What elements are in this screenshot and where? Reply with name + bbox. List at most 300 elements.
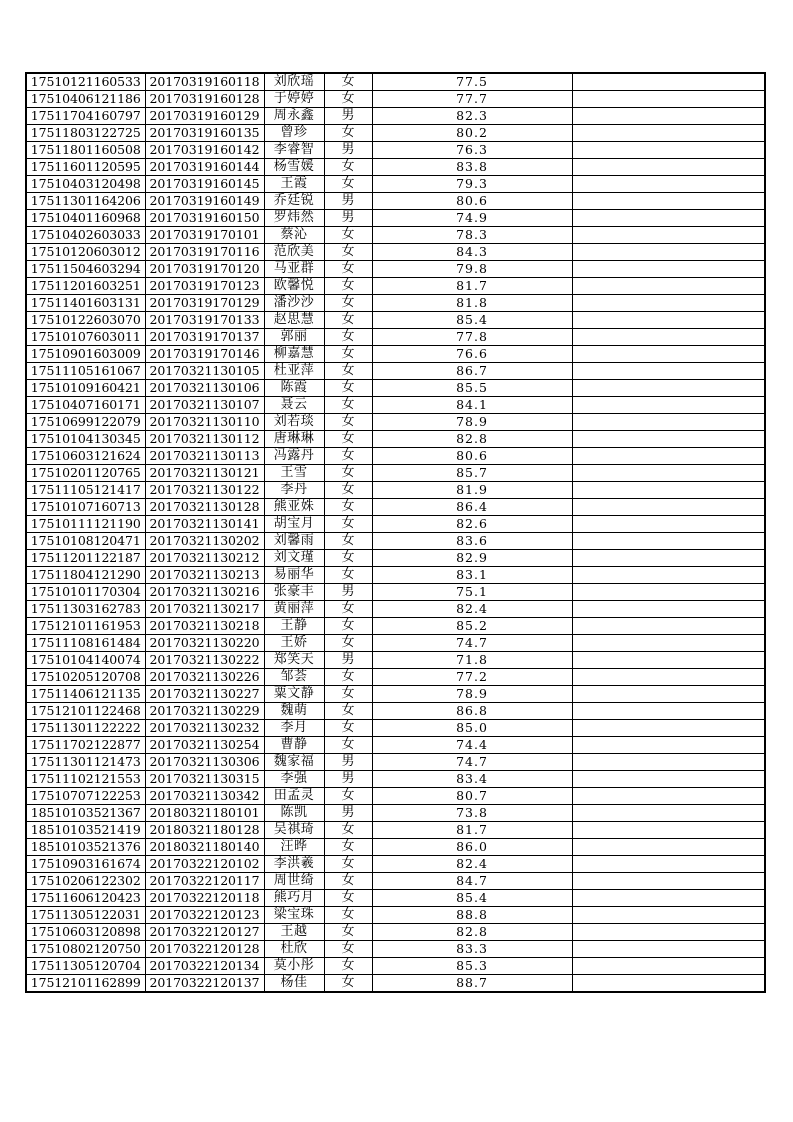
name-cell: 刘馨雨 — [264, 533, 324, 550]
student-id-cell: 17510707122253 — [26, 788, 145, 805]
gender-cell: 女 — [324, 176, 372, 193]
score-cell: 80.7 — [372, 788, 572, 805]
student-id-cell: 17511201603251 — [26, 278, 145, 295]
name-cell: 张豪丰 — [264, 584, 324, 601]
name-cell: 李月 — [264, 720, 324, 737]
student-id-cell: 17511601120595 — [26, 159, 145, 176]
score-cell: 82.4 — [372, 601, 572, 618]
name-cell: 黄丽萍 — [264, 601, 324, 618]
table-row — [26, 703, 765, 720]
note-cell — [572, 822, 765, 839]
exam-number-cell: 20170319160142 — [145, 142, 264, 159]
gender-cell: 女 — [324, 278, 372, 295]
student-id-cell: 17512101122468 — [26, 703, 145, 720]
student-id-cell: 17510603121624 — [26, 448, 145, 465]
score-cell: 85.4 — [372, 312, 572, 329]
name-cell: 胡宝月 — [264, 516, 324, 533]
gender-cell: 女 — [324, 482, 372, 499]
exam-number-cell: 20170319160135 — [145, 125, 264, 142]
score-cell: 88.7 — [372, 975, 572, 993]
student-id-cell: 17511301164206 — [26, 193, 145, 210]
exam-number-cell: 20170321130315 — [145, 771, 264, 788]
note-cell — [572, 363, 765, 380]
table-row — [26, 601, 765, 618]
table-row — [26, 465, 765, 482]
note-cell — [572, 839, 765, 856]
student-id-cell: 17511105161067 — [26, 363, 145, 380]
note-cell — [572, 516, 765, 533]
table-row — [26, 839, 765, 856]
gender-cell: 女 — [324, 159, 372, 176]
name-cell: 刘若琰 — [264, 414, 324, 431]
exam-number-cell: 20170321130128 — [145, 499, 264, 516]
gender-cell: 女 — [324, 788, 372, 805]
name-cell: 梁宝珠 — [264, 907, 324, 924]
table-row — [26, 856, 765, 873]
student-id-cell: 17510406121186 — [26, 91, 145, 108]
score-cell: 82.3 — [372, 108, 572, 125]
gender-cell: 女 — [324, 125, 372, 142]
student-id-cell: 17511201122187 — [26, 550, 145, 567]
score-cell: 80.6 — [372, 448, 572, 465]
score-cell: 82.4 — [372, 856, 572, 873]
table-row — [26, 754, 765, 771]
note-cell — [572, 873, 765, 890]
note-cell — [572, 499, 765, 516]
table-row — [26, 635, 765, 652]
note-cell — [572, 618, 765, 635]
table-row — [26, 822, 765, 839]
student-id-cell: 17512101161953 — [26, 618, 145, 635]
exam-number-cell: 20170322120118 — [145, 890, 264, 907]
table-row — [26, 584, 765, 601]
note-cell — [572, 550, 765, 567]
exam-number-cell: 20170322120128 — [145, 941, 264, 958]
name-cell: 李丹 — [264, 482, 324, 499]
name-cell: 欧馨悦 — [264, 278, 324, 295]
note-cell — [572, 73, 765, 91]
gender-cell: 女 — [324, 380, 372, 397]
gender-cell: 女 — [324, 822, 372, 839]
exam-number-cell: 20170321130229 — [145, 703, 264, 720]
student-id-cell: 18510103521419 — [26, 822, 145, 839]
table-row — [26, 924, 765, 941]
gender-cell: 男 — [324, 108, 372, 125]
name-cell: 魏家福 — [264, 754, 324, 771]
table-row — [26, 516, 765, 533]
gender-cell: 女 — [324, 431, 372, 448]
note-cell — [572, 312, 765, 329]
exam-number-cell: 20170319170101 — [145, 227, 264, 244]
table-row — [26, 550, 765, 567]
note-cell — [572, 975, 765, 993]
exam-number-cell: 20170321130342 — [145, 788, 264, 805]
note-cell — [572, 346, 765, 363]
name-cell: 杨佳 — [264, 975, 324, 993]
exam-number-cell: 20170319160128 — [145, 91, 264, 108]
student-id-cell: 17510407160171 — [26, 397, 145, 414]
name-cell: 李强 — [264, 771, 324, 788]
score-cell: 74.4 — [372, 737, 572, 754]
table-row — [26, 73, 765, 91]
student-id-cell: 17511301122222 — [26, 720, 145, 737]
note-cell — [572, 210, 765, 227]
note-cell — [572, 652, 765, 669]
student-id-cell: 17511401603131 — [26, 295, 145, 312]
table-row — [26, 567, 765, 584]
gender-cell: 女 — [324, 448, 372, 465]
name-cell: 王雪 — [264, 465, 324, 482]
table-row — [26, 261, 765, 278]
student-id-cell: 17511305120704 — [26, 958, 145, 975]
score-cell: 81.8 — [372, 295, 572, 312]
name-cell: 罗炜然 — [264, 210, 324, 227]
student-id-cell: 17511702122877 — [26, 737, 145, 754]
table-row — [26, 176, 765, 193]
gender-cell: 女 — [324, 737, 372, 754]
score-cell: 83.1 — [372, 567, 572, 584]
exam-number-cell: 20170321130306 — [145, 754, 264, 771]
note-cell — [572, 482, 765, 499]
score-cell: 85.0 — [372, 720, 572, 737]
table-row — [26, 482, 765, 499]
student-id-cell: 17510699122079 — [26, 414, 145, 431]
note-cell — [572, 465, 765, 482]
exam-number-cell: 20170319170133 — [145, 312, 264, 329]
name-cell: 田孟灵 — [264, 788, 324, 805]
note-cell — [572, 737, 765, 754]
table-row — [26, 533, 765, 550]
note-cell — [572, 754, 765, 771]
note-cell — [572, 567, 765, 584]
student-id-cell: 17510802120750 — [26, 941, 145, 958]
exam-number-cell: 20170321130220 — [145, 635, 264, 652]
note-cell — [572, 176, 765, 193]
student-id-cell: 17511801160508 — [26, 142, 145, 159]
exam-number-cell: 20170319160144 — [145, 159, 264, 176]
exam-number-cell: 20170321130212 — [145, 550, 264, 567]
score-cell: 74.7 — [372, 754, 572, 771]
note-cell — [572, 805, 765, 822]
note-cell — [572, 108, 765, 125]
note-cell — [572, 329, 765, 346]
exam-number-cell: 20170321130122 — [145, 482, 264, 499]
table-row — [26, 669, 765, 686]
table-row — [26, 431, 765, 448]
gender-cell: 女 — [324, 533, 372, 550]
name-cell: 王霞 — [264, 176, 324, 193]
student-id-cell: 17510109160421 — [26, 380, 145, 397]
student-id-cell: 17511303162783 — [26, 601, 145, 618]
note-cell — [572, 958, 765, 975]
student-id-cell: 17510205120708 — [26, 669, 145, 686]
gender-cell: 女 — [324, 91, 372, 108]
exam-number-cell: 20170321130254 — [145, 737, 264, 754]
table-row — [26, 142, 765, 159]
note-cell — [572, 193, 765, 210]
exam-number-cell: 20170321130112 — [145, 431, 264, 448]
score-cell: 85.5 — [372, 380, 572, 397]
exam-number-cell: 20170321130216 — [145, 584, 264, 601]
gender-cell: 女 — [324, 397, 372, 414]
score-table-body — [26, 73, 765, 992]
score-cell: 85.4 — [372, 890, 572, 907]
name-cell: 邹荟 — [264, 669, 324, 686]
table-row — [26, 618, 765, 635]
name-cell: 魏萌 — [264, 703, 324, 720]
name-cell: 郭丽 — [264, 329, 324, 346]
table-row — [26, 958, 765, 975]
score-cell: 86.4 — [372, 499, 572, 516]
note-cell — [572, 771, 765, 788]
exam-number-cell: 20170321130222 — [145, 652, 264, 669]
table-row — [26, 295, 765, 312]
table-row — [26, 193, 765, 210]
score-cell: 83.8 — [372, 159, 572, 176]
gender-cell: 男 — [324, 805, 372, 822]
student-id-cell: 17510403120498 — [26, 176, 145, 193]
student-id-cell: 17510101170304 — [26, 584, 145, 601]
note-cell — [572, 635, 765, 652]
exam-number-cell: 20170321130105 — [145, 363, 264, 380]
table-row — [26, 737, 765, 754]
student-id-cell: 17512101162899 — [26, 975, 145, 993]
table-row — [26, 159, 765, 176]
note-cell — [572, 533, 765, 550]
student-id-cell: 17510107160713 — [26, 499, 145, 516]
name-cell: 于婷婷 — [264, 91, 324, 108]
score-cell: 74.7 — [372, 635, 572, 652]
exam-number-cell: 20170322120123 — [145, 907, 264, 924]
name-cell: 杨雪媛 — [264, 159, 324, 176]
student-id-cell: 17510903161674 — [26, 856, 145, 873]
score-cell: 80.6 — [372, 193, 572, 210]
score-cell: 81.7 — [372, 822, 572, 839]
name-cell: 郑笑天 — [264, 652, 324, 669]
gender-cell: 女 — [324, 227, 372, 244]
exam-number-cell: 20170319160150 — [145, 210, 264, 227]
note-cell — [572, 703, 765, 720]
gender-cell: 男 — [324, 771, 372, 788]
name-cell: 蔡沁 — [264, 227, 324, 244]
score-cell: 74.9 — [372, 210, 572, 227]
table-row — [26, 686, 765, 703]
gender-cell: 女 — [324, 941, 372, 958]
student-id-cell: 17510122603070 — [26, 312, 145, 329]
note-cell — [572, 924, 765, 941]
exam-number-cell: 20170321130227 — [145, 686, 264, 703]
name-cell: 吴祺琦 — [264, 822, 324, 839]
gender-cell: 女 — [324, 686, 372, 703]
score-cell: 85.2 — [372, 618, 572, 635]
exam-number-cell: 20170319170137 — [145, 329, 264, 346]
gender-cell: 女 — [324, 73, 372, 91]
gender-cell: 女 — [324, 907, 372, 924]
name-cell: 熊巧月 — [264, 890, 324, 907]
name-cell: 王越 — [264, 924, 324, 941]
score-cell: 84.7 — [372, 873, 572, 890]
exam-number-cell: 20170321130113 — [145, 448, 264, 465]
name-cell: 冯露丹 — [264, 448, 324, 465]
table-row — [26, 244, 765, 261]
name-cell: 陈凯 — [264, 805, 324, 822]
name-cell: 杜欣 — [264, 941, 324, 958]
table-row — [26, 227, 765, 244]
gender-cell: 女 — [324, 516, 372, 533]
student-id-cell: 17511105121417 — [26, 482, 145, 499]
name-cell: 周永鑫 — [264, 108, 324, 125]
table-row — [26, 329, 765, 346]
score-cell: 84.1 — [372, 397, 572, 414]
exam-number-cell: 20170319170116 — [145, 244, 264, 261]
note-cell — [572, 244, 765, 261]
table-row — [26, 278, 765, 295]
student-id-cell: 17510104140074 — [26, 652, 145, 669]
exam-number-cell: 20170321130217 — [145, 601, 264, 618]
table-row — [26, 907, 765, 924]
name-cell: 刘文瑾 — [264, 550, 324, 567]
exam-number-cell: 20170319160145 — [145, 176, 264, 193]
score-cell: 77.7 — [372, 91, 572, 108]
table-row — [26, 975, 765, 993]
gender-cell: 女 — [324, 465, 372, 482]
name-cell: 马亚群 — [264, 261, 324, 278]
gender-cell: 女 — [324, 295, 372, 312]
student-id-cell: 17510201120765 — [26, 465, 145, 482]
exam-number-cell: 20170321130121 — [145, 465, 264, 482]
note-cell — [572, 941, 765, 958]
note-cell — [572, 261, 765, 278]
score-cell: 78.9 — [372, 414, 572, 431]
table-row — [26, 108, 765, 125]
score-table — [25, 72, 766, 993]
student-id-cell: 17511504603294 — [26, 261, 145, 278]
note-cell — [572, 890, 765, 907]
student-id-cell: 18510103521376 — [26, 839, 145, 856]
exam-number-cell: 20170319160149 — [145, 193, 264, 210]
score-cell: 82.8 — [372, 431, 572, 448]
gender-cell: 女 — [324, 856, 372, 873]
gender-cell: 女 — [324, 890, 372, 907]
gender-cell: 女 — [324, 567, 372, 584]
note-cell — [572, 125, 765, 142]
name-cell: 汪晔 — [264, 839, 324, 856]
exam-number-cell: 20170321130218 — [145, 618, 264, 635]
gender-cell: 女 — [324, 346, 372, 363]
student-id-cell: 17510603120898 — [26, 924, 145, 941]
table-row — [26, 125, 765, 142]
score-cell: 81.7 — [372, 278, 572, 295]
note-cell — [572, 788, 765, 805]
gender-cell: 女 — [324, 669, 372, 686]
table-row — [26, 380, 765, 397]
gender-cell: 男 — [324, 193, 372, 210]
name-cell: 刘欣瑶 — [264, 73, 324, 91]
gender-cell: 女 — [324, 975, 372, 993]
student-id-cell: 17510111121190 — [26, 516, 145, 533]
name-cell: 潘沙沙 — [264, 295, 324, 312]
gender-cell: 女 — [324, 329, 372, 346]
exam-number-cell: 20170321130107 — [145, 397, 264, 414]
student-id-cell: 17511301121473 — [26, 754, 145, 771]
table-row — [26, 771, 765, 788]
note-cell — [572, 686, 765, 703]
score-cell: 77.8 — [372, 329, 572, 346]
student-id-cell: 17510401160968 — [26, 210, 145, 227]
gender-cell: 女 — [324, 703, 372, 720]
score-cell: 82.8 — [372, 924, 572, 941]
student-id-cell: 17511606120423 — [26, 890, 145, 907]
score-cell: 79.3 — [372, 176, 572, 193]
exam-number-cell: 20170322120117 — [145, 873, 264, 890]
score-cell: 88.8 — [372, 907, 572, 924]
student-id-cell: 17510107603011 — [26, 329, 145, 346]
student-id-cell: 17511804121290 — [26, 567, 145, 584]
table-row — [26, 873, 765, 890]
table-row — [26, 91, 765, 108]
student-id-cell: 17510402603033 — [26, 227, 145, 244]
gender-cell: 女 — [324, 550, 372, 567]
note-cell — [572, 907, 765, 924]
note-cell — [572, 431, 765, 448]
exam-number-cell: 20170319160118 — [145, 73, 264, 91]
score-cell: 86.7 — [372, 363, 572, 380]
note-cell — [572, 142, 765, 159]
exam-number-cell: 20170321130232 — [145, 720, 264, 737]
name-cell: 曹静 — [264, 737, 324, 754]
score-cell: 82.6 — [372, 516, 572, 533]
gender-cell: 女 — [324, 958, 372, 975]
exam-number-cell: 20170319170120 — [145, 261, 264, 278]
exam-number-cell: 20170321130202 — [145, 533, 264, 550]
gender-cell: 女 — [324, 414, 372, 431]
exam-number-cell: 20170321130106 — [145, 380, 264, 397]
gender-cell: 女 — [324, 499, 372, 516]
student-id-cell: 17510120603012 — [26, 244, 145, 261]
exam-number-cell: 20180321180140 — [145, 839, 264, 856]
student-id-cell: 17510104130345 — [26, 431, 145, 448]
name-cell: 柳嘉慧 — [264, 346, 324, 363]
table-row — [26, 210, 765, 227]
name-cell: 李洪羲 — [264, 856, 324, 873]
exam-number-cell: 20170321130213 — [145, 567, 264, 584]
score-cell: 79.8 — [372, 261, 572, 278]
name-cell: 曾珍 — [264, 125, 324, 142]
table-row — [26, 499, 765, 516]
name-cell: 陈霞 — [264, 380, 324, 397]
gender-cell: 女 — [324, 873, 372, 890]
score-cell: 85.7 — [372, 465, 572, 482]
name-cell: 莫小彤 — [264, 958, 324, 975]
name-cell: 熊亚姝 — [264, 499, 324, 516]
note-cell — [572, 584, 765, 601]
gender-cell: 男 — [324, 142, 372, 159]
exam-number-cell: 20170321130110 — [145, 414, 264, 431]
note-cell — [572, 448, 765, 465]
exam-number-cell: 20170322120102 — [145, 856, 264, 873]
table-row — [26, 720, 765, 737]
gender-cell: 女 — [324, 244, 372, 261]
name-cell: 周世绮 — [264, 873, 324, 890]
exam-number-cell: 20170321130226 — [145, 669, 264, 686]
score-cell: 81.9 — [372, 482, 572, 499]
name-cell: 李睿智 — [264, 142, 324, 159]
note-cell — [572, 414, 765, 431]
gender-cell: 女 — [324, 601, 372, 618]
score-cell: 77.5 — [372, 73, 572, 91]
table-row — [26, 788, 765, 805]
student-id-cell: 17511406121135 — [26, 686, 145, 703]
